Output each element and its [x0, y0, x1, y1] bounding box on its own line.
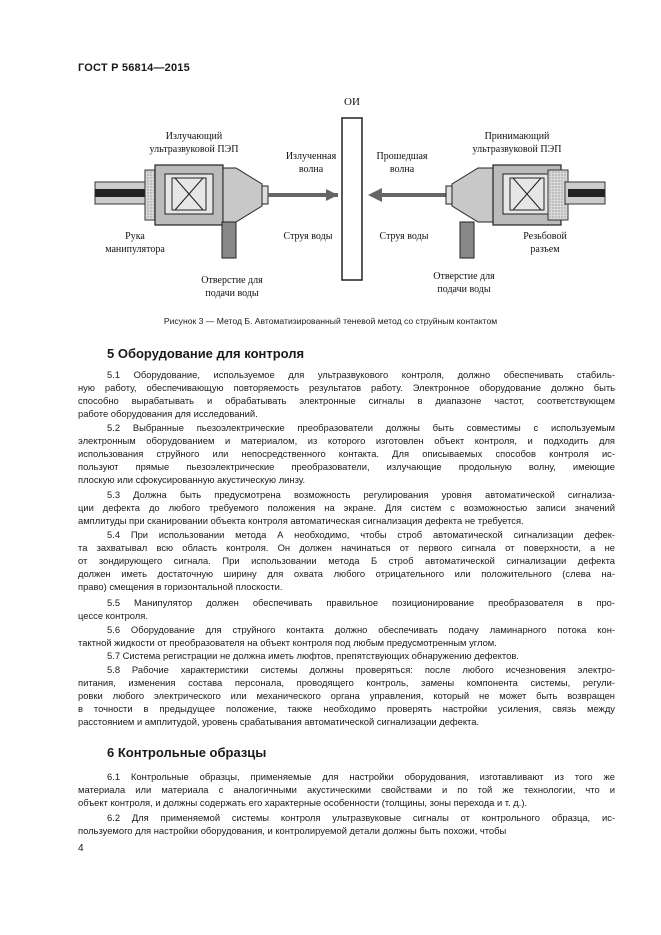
text-line: цессе контроля. — [78, 610, 148, 621]
paragraph-5-4 — [78, 528, 615, 593]
text-line: способно вырабатывать и обрабатывать электронные сигналы в диапазоне частот, соответствующем — [78, 395, 615, 406]
paragraph-5-2 — [78, 421, 615, 486]
text-line: объект контроля, и должны содержать его характерные особенности (толщины, зоны перехода и т. д.). — [78, 797, 528, 808]
text-line: право) смещения в горизонтальной плоскости. — [78, 581, 283, 592]
text-line: должен иметь достаточную ширину для охвата любого отрицательного или положительного (слева на- — [78, 568, 615, 579]
paragraph-5-7 — [78, 649, 615, 662]
text-line: электронным оборудованием и материалом, из которого изготовлен объект контроля, и подходить для — [78, 435, 615, 446]
text-line: пользуют прямые пьезоэлектрические преобразователи, излучающие продольную волну, имеющие — [78, 461, 615, 472]
text-line: 5.2 Выбранные пьезоэлектрические преобразователи должны быть совместимы с используемым — [107, 422, 615, 433]
paragraph-5-6 — [78, 623, 615, 649]
text-line: ровки любого электрического или механического органа управления, который не может быть возвращен — [78, 690, 615, 701]
paragraph-5-3 — [78, 488, 615, 527]
text-line: 5.8 Рабочие характеристики системы должны проверяться: после любого исчезновения электро- — [107, 664, 615, 675]
label-oi: ОИ — [344, 96, 360, 108]
label-threaded-connector: Резьбовой разъем — [523, 231, 567, 255]
text-line: 5.5 Манипулятор должен обеспечивать правильное позиционирование преобразователя в про- — [107, 597, 615, 608]
label-water-hole-left: Отверстие для подачи воды — [201, 275, 263, 299]
text-line: 5.3 Должна быть предусмотрена возможность регулирования уровня автоматической сигнализа- — [107, 489, 615, 500]
page-number: 4 — [78, 843, 84, 854]
text-line: амплитуды при сканировании объекта контроля автоматическая сигнализация дефекта не требуется. — [78, 515, 524, 526]
paragraph-5-1 — [78, 368, 615, 420]
text-line: плоскую или сфокусированную акустическую линзу. — [78, 474, 306, 485]
paragraph-6-2 — [78, 811, 615, 837]
text-line: 6.1 Контрольные образцы, применяемые для настройки оборудования, изготавливают из того же — [107, 771, 615, 782]
test-object-plate — [342, 118, 362, 280]
label-water-jet-left: Струя воды — [283, 231, 333, 242]
text-line: пользуемого для настройки оборудования, и контролируемой детали должны быть похожи, чтобы — [78, 825, 507, 836]
label-water-hole-right: Отверстие для подачи воды — [433, 271, 495, 295]
text-line: ную работу, обеспечивающую повторяемость результатов работу. Электронное оборудование должно быть — [78, 382, 615, 393]
paragraph-5-5 — [78, 596, 615, 622]
section-6-title: 6 Контрольные образцы — [107, 745, 267, 760]
paragraph-5-8 — [78, 663, 615, 728]
document-header: ГОСТ Р 56814—2015 — [78, 62, 190, 74]
label-emitting-transducer: Излучающий ультразвуковой ПЭП — [149, 131, 239, 155]
text-line: тактной жидкости от преобразователя на объект контроля под любым предусмотренным углом. — [78, 637, 497, 648]
figure-3 — [0, 0, 661, 330]
text-line: в точности в предыдущее положение, также необходимо проверять настройки усиления, связь между — [78, 703, 615, 714]
paragraph-6-1 — [78, 770, 615, 809]
text-line: 6.2 Для применяемой системы контроля ультразвуковые сигналы от контрольного образца, ис- — [107, 812, 615, 823]
text-line: питания, изменения состава персонала, проводящего контроль, замены компонента системы, регули- — [78, 677, 615, 688]
text-line: от зондирующего сигнала. При использовании метода Б строб автоматической сигнализации дефекта — [78, 555, 615, 566]
section-5-title: 5 Оборудование для контроля — [107, 346, 305, 361]
figure-caption: Рисунок 3 — Метод Б. Автоматизированный теневой метод со струйным контактом — [163, 316, 498, 326]
label-manipulator-arm: Рука манипулятора — [105, 231, 165, 255]
text-line: ции дефекта до любого требуемого положения на экране. Для систем с возможностью записи значений — [78, 502, 615, 513]
text-line: работе оборудования для исследований. — [78, 408, 258, 419]
text-line: 5.7 Система регистрации не должна иметь люфтов, препятствующих обнаружению дефектов. — [107, 650, 519, 661]
label-water-jet-right: Струя воды — [379, 231, 429, 242]
label-passed-wave: Прошедшая волна — [376, 151, 428, 175]
label-emitted-wave: Излученная волна — [285, 151, 337, 175]
text-line: 5.1 Оборудование, используемое для ультразвукового контроля, должно обеспечивать стабиль- — [107, 369, 615, 380]
text-line: 5.6 Оборудование для струйного контакта должно обеспечивать подачу ламинарного потока кон- — [107, 624, 615, 635]
text-line: использования струйного или непосредственного контакта. Для описываемых способов контроля ис- — [78, 448, 615, 459]
label-receiving-transducer: Принимающий ультразвуковой ПЭП — [472, 131, 562, 155]
text-line: 5.4 При использовании метода А необходимо, чтобы строб автоматической сигнализации дефек- — [107, 529, 615, 540]
text-line: расстоянием и амплитудой, уровень срабатывания автоматической сигнализации дефекта. — [78, 716, 480, 727]
text-line: материала или материала с аналогичными акустическими свойствами и по той же технологии, что и — [78, 784, 615, 795]
text-line: та захватывал всю область контроля. Он должен начинаться от первого сигнала от поверхности, а не — [78, 542, 615, 553]
